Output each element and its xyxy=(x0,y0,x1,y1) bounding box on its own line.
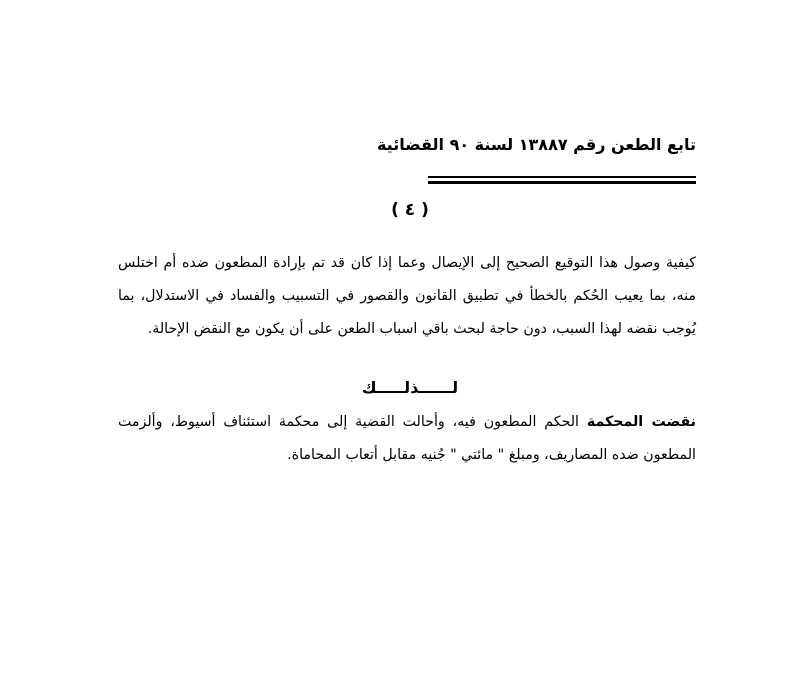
section-heading: لــــــذلـــــك xyxy=(361,378,459,397)
header-divider-top xyxy=(428,176,696,178)
ruling-text: الحكم المطعون فيه، وأحالت القضية إلى محكمة استئناف أسيوط، وألزمت المطعون ضده المصاريف، ومبلغ " مائتي " جُنيه مقابل أتعاب المحاماة. xyxy=(118,414,696,463)
header-divider-bottom xyxy=(428,181,696,184)
ruling-lead: نقضت المحكمة xyxy=(586,414,696,430)
page-number: ( ٤ ) xyxy=(391,200,429,220)
ruling-paragraph xyxy=(118,406,696,472)
body-paragraph: كيفية وصول هذا التوقيع الصحيح إلى الإيصال وعما إذا كان قد تم بإرادة المطعون ضده أم اختلس منه، بما يعيب الحُكم بالخطأ في تطبيق القانون والقصور في التسبيب والفساد في الاستدلال، بما يُوجب نقضه لهذا السبب، دون حاجة لبحث باقي اسباب الطعن على أن يكون مع النقض الإحالة. xyxy=(118,255,696,337)
case-header-title: تابع الطعن رقم ١٣٨٨٧ لسنة ٩٠ القضائية xyxy=(376,135,696,154)
